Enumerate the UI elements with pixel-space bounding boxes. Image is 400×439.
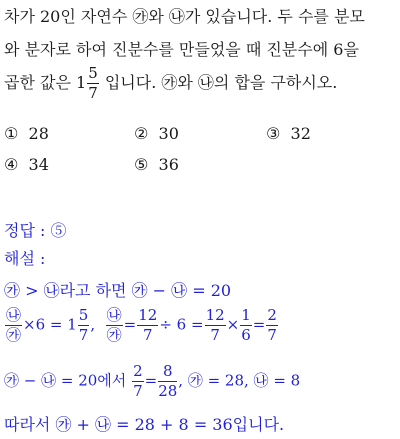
step2-text-2: ,	[90, 315, 96, 334]
fraction-numerator: ㉯	[6, 306, 22, 324]
fraction-denominator: 6	[241, 326, 251, 344]
fraction-numerator: 5	[88, 64, 98, 82]
step2-text-5: ×	[226, 315, 240, 334]
choice-3-value: 32	[290, 124, 311, 143]
fraction-12-7-b	[205, 308, 226, 343]
mixed-fraction	[87, 66, 99, 101]
fraction-numerator: 12	[138, 306, 158, 324]
fraction-denominator: 7	[267, 326, 277, 344]
fraction-numerator: 5	[78, 306, 89, 324]
fraction-numerator: 12	[205, 306, 225, 324]
fraction-2-7-c	[132, 364, 144, 399]
step2-text-4: ÷ 6 =	[159, 315, 204, 334]
problem-line-3	[4, 66, 337, 101]
fraction-12-7	[137, 308, 158, 343]
fraction-na-over-ga-2	[106, 308, 123, 343]
explanation-step-3	[4, 364, 300, 399]
fraction-numerator: 2	[133, 362, 143, 380]
fraction-numerator: 2	[267, 306, 277, 324]
choice-5-mark: ⑤	[134, 155, 149, 174]
fraction-denominator: ㉮	[6, 326, 22, 344]
explanation-title: 해설 :	[4, 249, 46, 268]
choice-1-value: 28	[28, 124, 49, 143]
step3-text-2: =	[144, 371, 158, 390]
step2-text-1: ×6 = 1	[23, 315, 77, 334]
choice-3[interactable]	[266, 124, 311, 143]
fraction-2-7	[266, 308, 278, 343]
fraction-numerator: ㉯	[106, 306, 122, 324]
choice-2[interactable]	[134, 124, 179, 143]
explanation-step-4: 따라서 ㉮ + ㉯ = 28 + 8 = 36입니다.	[4, 415, 285, 434]
explanation-step-2	[4, 308, 279, 343]
choice-4-mark: ④	[4, 155, 19, 174]
choice-5-value: 36	[158, 155, 179, 174]
step2-text-6: =	[252, 315, 266, 334]
step3-text-3: , ㉮ = 28, ㉯ = 8	[178, 371, 301, 390]
fraction-denominator: 7	[133, 382, 143, 400]
fraction-1-6	[240, 308, 252, 343]
fraction-denominator: 7	[143, 326, 153, 344]
fraction-8-28	[158, 364, 177, 399]
choice-5[interactable]	[134, 155, 179, 174]
choice-2-value: 30	[158, 124, 179, 143]
fraction-denominator: 28	[158, 382, 178, 400]
problem-line-2: 와 분자로 하여 진분수를 만들었을 때 진분수에 6을	[4, 40, 359, 59]
explanation-step-1: ㉮ > ㉯라고 하면 ㉮ − ㉯ = 20	[4, 281, 232, 300]
fraction-5-7	[78, 308, 90, 343]
problem-line-1: 차가 20인 자연수 ㉮와 ㉯가 있습니다. 두 수를 분모	[4, 7, 365, 26]
choice-4-value: 34	[28, 155, 49, 174]
fraction-numerator: 8	[158, 364, 177, 382]
step2-text-3: =	[123, 315, 137, 334]
fraction-denominator: 7	[210, 326, 220, 344]
problem-line-3-suffix: 입니다. ㉮와 ㉯의 합을 구하시오.	[99, 73, 338, 92]
fraction-numerator: 1	[241, 306, 251, 324]
step3-text-1: ㉮ − ㉯ = 20에서	[4, 371, 127, 390]
problem-line-3-prefix: 곱한 값은 1	[4, 73, 87, 92]
fraction-denominator: 7	[88, 84, 98, 102]
choice-2-mark: ②	[134, 124, 149, 143]
fraction-denominator: 7	[78, 326, 89, 344]
fraction-denominator: ㉮	[106, 326, 122, 344]
answer-label: 정답 : ⑤	[4, 221, 67, 240]
choice-1-mark: ①	[4, 124, 19, 143]
choice-4[interactable]	[4, 155, 49, 174]
fraction-na-over-ga	[5, 308, 22, 343]
choice-3-mark: ③	[266, 124, 281, 143]
choice-1[interactable]	[4, 124, 49, 143]
